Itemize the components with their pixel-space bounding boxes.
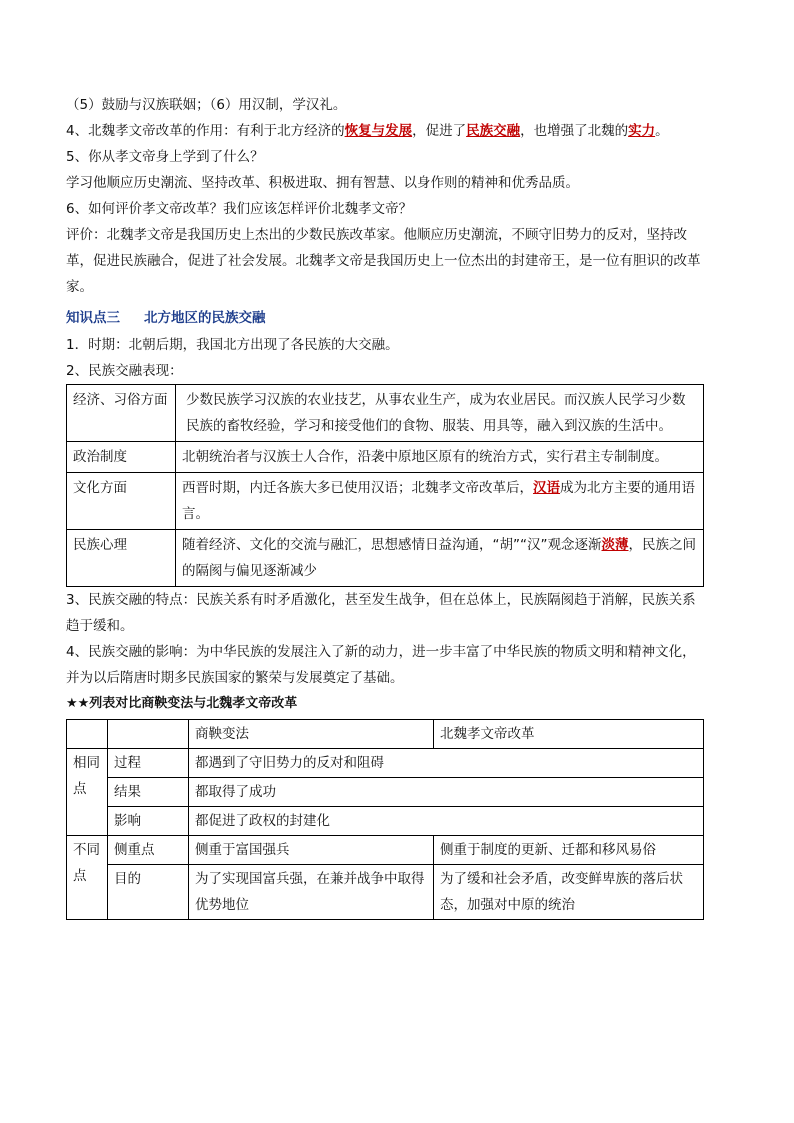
group-label: 不同点 — [67, 836, 108, 920]
table-row — [67, 530, 704, 587]
row-label: 结果 — [108, 778, 189, 807]
table-row — [67, 865, 704, 920]
text: 成为北方主要的通用语言。 — [182, 480, 695, 522]
text: ，也增强了北魏的 — [520, 123, 629, 139]
row-value: 少数民族学习汉族的农业技艺，从事农业生产，成为农业居民。而汉族人民学习少数民族的畜牧经验，学习和接受他们的食物、服装、用具等，融入到汉族的生活中。 — [176, 385, 704, 442]
question-6: 6、如何评价孝文帝改革？我们应该怎样评价北魏孝文帝？ — [66, 201, 413, 217]
key-term: 淡薄 — [601, 537, 629, 553]
row-label: 经济、习俗方面 — [67, 385, 176, 442]
reform-effect — [66, 118, 706, 144]
section-heading — [66, 304, 706, 332]
section-number: 知识点三 — [66, 310, 120, 326]
section-title: 北方地区的民族交融 — [144, 310, 266, 326]
xiaowen-value: 侧重于制度的更新、迁都和移风易俗 — [434, 836, 704, 865]
row-value: 北朝统治者与汉族士人合作，沿袭中原地区原有的统治方式，实行君主专制制度。 — [176, 442, 704, 473]
group-label: 相同点 — [67, 749, 108, 836]
measure-item-5-6: （5）鼓励与汉族联姻；（6）用汉制，学汉礼。 — [66, 97, 347, 113]
text: 西晋时期，内迁各族大多已使用汉语；北魏孝文帝改革后， — [182, 480, 533, 496]
key-term: 实力 — [628, 123, 656, 139]
key-term: 民族交融 — [466, 123, 521, 139]
xiaowen-value: 为了缓和社会矛盾，改变鲜卑族的落后状态，加强对中原的统治 — [434, 865, 704, 920]
row-label: 影响 — [108, 807, 189, 836]
text: 。 — [655, 123, 669, 139]
manifestation-label: 2、民族交融表现： — [66, 363, 183, 379]
table-header-row — [67, 720, 704, 749]
shang-value: 为了实现国富兵强，在兼并战争中取得优势地位 — [189, 865, 434, 920]
text: 随着经济、文化的交流与融汇，思想感情日益沟通，“胡”“汉”观念逐渐 — [182, 537, 602, 553]
table-row — [67, 749, 704, 778]
row-label: 文化方面 — [67, 473, 176, 530]
row-value — [176, 473, 704, 530]
features-text: 3、民族交融的特点：民族关系有时矛盾激化，甚至发生战争，但在总体上，民族隔阂趋于消解，民族关系趋于缓和。 — [66, 592, 696, 634]
table-row — [67, 836, 704, 865]
row-value: 都取得了成功 — [189, 778, 704, 807]
text: ，促进了 — [412, 123, 467, 139]
row-label: 目的 — [108, 865, 189, 920]
table-row — [67, 473, 704, 530]
key-term: 恢复与发展 — [344, 123, 413, 139]
row-value: 都促进了政权的封建化 — [189, 807, 704, 836]
key-term: 汉语 — [533, 480, 560, 496]
answer-5: 学习他顺应历史潮流、坚持改革、积极进取、拥有智慧、以身作则的精神和优秀品质。 — [66, 175, 579, 191]
table-row — [67, 385, 704, 442]
row-value: 都遇到了守旧势力的反对和阻碍 — [189, 749, 704, 778]
blank-cell — [67, 720, 108, 749]
influence-text: 4、民族交融的影响：为中华民族的发展注入了新的动力，进一步丰富了中华民族的物质文明和精神文化，并为以后隋唐时期多民族国家的繁荣与发展奠定了基础。 — [66, 644, 696, 686]
column-header: 北魏孝文帝改革 — [434, 720, 704, 749]
answer-6: 评价：北魏孝文帝是我国历史上杰出的少数民族改革家。他顺应历史潮流，不顾守旧势力的反对，坚持改革，促进民族融合，促进了社会发展。北魏孝文帝是我国历史上一位杰出的封建帝王，是一位有胆识的改革家。 — [66, 227, 701, 295]
table-row — [67, 807, 704, 836]
period-text: 1．时期：北朝后期，我国北方出现了各民族的大交融。 — [66, 337, 399, 353]
row-label: 过程 — [108, 749, 189, 778]
table-row — [67, 442, 704, 473]
text: 4、北魏孝文帝改革的作用：有利于北方经济的 — [66, 123, 345, 139]
blank-cell — [108, 720, 189, 749]
row-value — [176, 530, 704, 587]
shang-value: 侧重于富国强兵 — [189, 836, 434, 865]
question-5: 5、你从孝文帝身上学到了什么？ — [66, 149, 264, 165]
column-header: 商鞅变法 — [189, 720, 434, 749]
text: ，民族之间的隔阂与偏见逐渐减少 — [182, 537, 696, 579]
row-label: 侧重点 — [108, 836, 189, 865]
document-page — [66, 92, 706, 920]
fusion-table — [66, 384, 704, 587]
row-label: 政治制度 — [67, 442, 176, 473]
row-label: 民族心理 — [67, 530, 176, 587]
compare-table — [66, 719, 704, 920]
compare-heading: ★★列表对比商鞅变法与北魏孝文帝改革 — [66, 696, 298, 711]
table-row — [67, 778, 704, 807]
